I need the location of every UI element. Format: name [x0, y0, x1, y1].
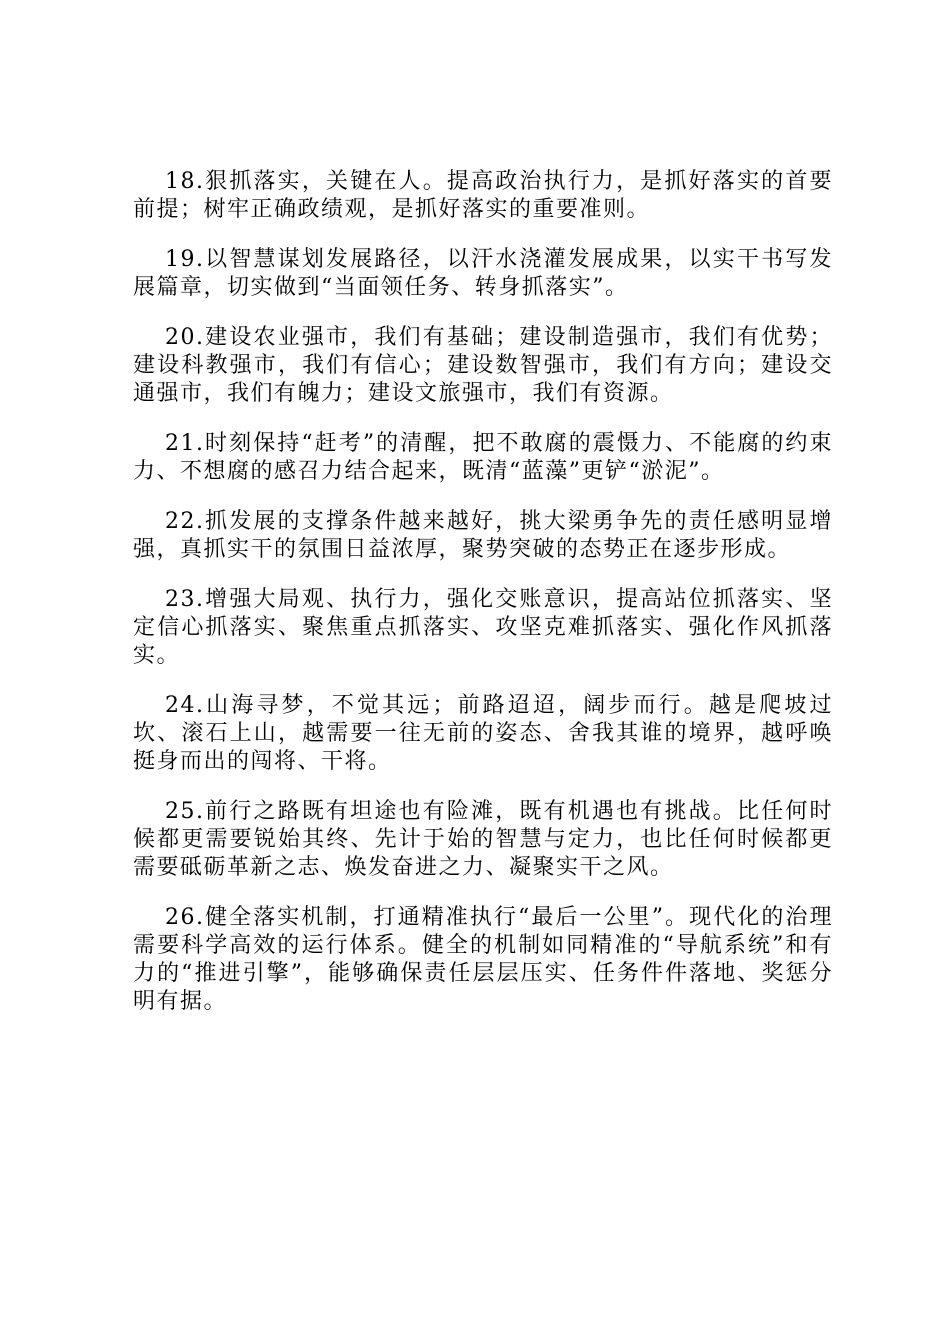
paragraph-25: 25.前行之路既有坦途也有险滩，既有机遇也有挑战。比任何时候都更需要锐始其终、先计于始的智慧与定力，也比任何时候都更需要砥砺革新之志、焕发奋进之力、凝聚实干之风。: [133, 799, 833, 880]
paragraph-19: 19.以智慧谋划发展路径，以汗水浇灌发展成果，以实干书写发展篇章，切实做到“当面领任务、转身抓落实”。: [133, 247, 833, 300]
paragraph-26: 26.健全落实机制，打通精准执行“最后一公里”。现代化的治理需要科学高效的运行体系。健全的机制如同精准的“导航系统”和有力的“推进引擎”，能够确保责任层层压实、任务件件落地、奖惩分明有据。: [133, 905, 833, 1014]
paragraph-20: 20.建设农业强市，我们有基础；建设制造强市，我们有优势；建设科教强市，我们有信心；建设数智强市，我们有方向；建设交通强市，我们有魄力；建设文旅强市，我们有资源。: [133, 325, 833, 406]
paragraph-18: 18.狠抓落实，关键在人。提高政治执行力，是抓好落实的首要前提；树牢正确政绩观，是抓好落实的重要准则。: [133, 169, 833, 222]
document-body: [133, 168, 833, 1038]
paragraph-23: 23.增强大局观、执行力，强化交账意识，提高站位抓落实、坚定信心抓落实、聚焦重点抓落实、攻坚克难抓落实、强化作风抓落实。: [133, 587, 833, 668]
paragraph-21: 21.时刻保持“赶考”的清醒，把不敢腐的震慑力、不能腐的约束力、不想腐的感召力结合起来，既清“蓝藻”更铲“淤泥”。: [133, 431, 833, 484]
paragraph-24: 24.山海寻梦，不觉其远；前路迢迢，阔步而行。越是爬坡过坎、滚石上山，越需要一往无前的姿态、舍我其谁的境界，越呼唤挺身而出的闯将、干将。: [133, 693, 833, 774]
paragraph-22: 22.抓发展的支撑条件越来越好，挑大梁勇争先的责任感明显增强，真抓实干的氛围日益浓厚，聚势突破的态势正在逐步形成。: [133, 509, 833, 562]
